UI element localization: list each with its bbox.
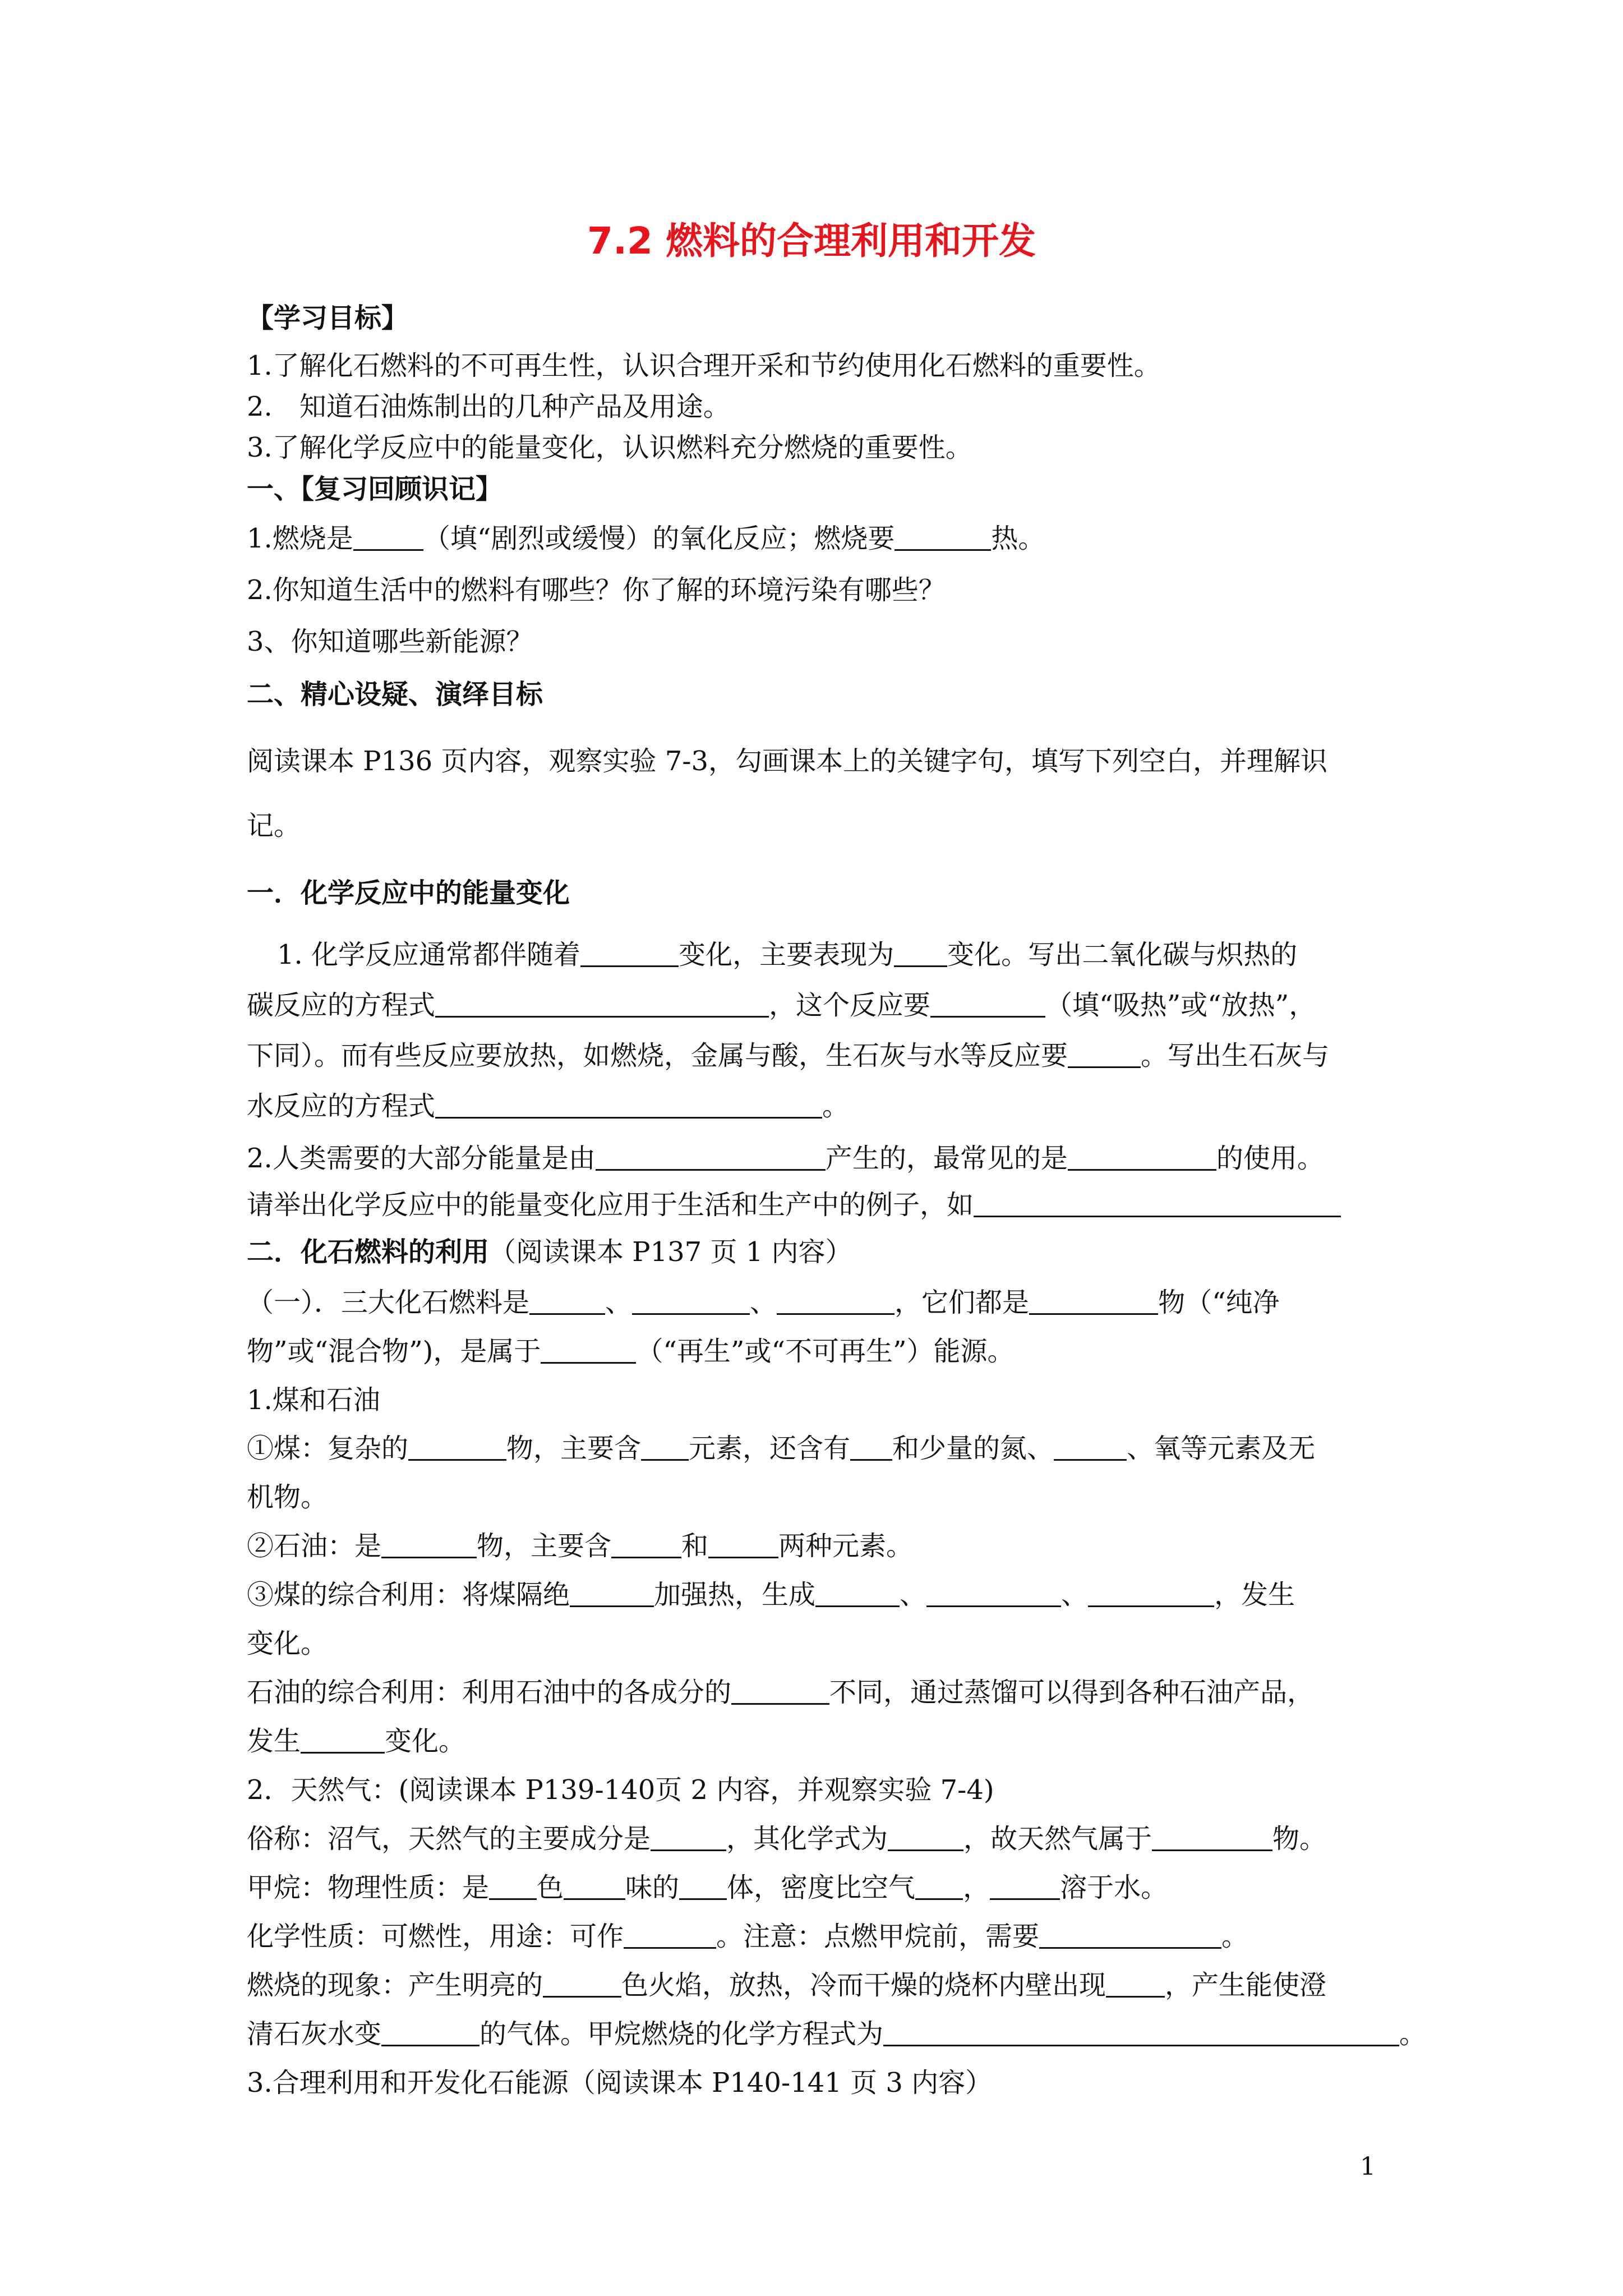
text-segment: 。 <box>1221 1921 1249 1952</box>
question-line <box>247 1038 1329 1074</box>
text-segment: 、 <box>900 1579 927 1611</box>
reading-instruction: 阅读课本 P136 页内容，观察实验 7-3，勾画课本上的关键字句，填写下列空白，并理解识 <box>247 746 1327 777</box>
subsection-heading: 1.煤和石油 <box>247 1384 380 1416</box>
question-line <box>247 1187 1341 1223</box>
subsection-heading: 3.合理利用和开发化石能源（阅读课本 P140-141 页 3 内容） <box>247 2067 993 2099</box>
part2-heading: 二．化石燃料的利用 <box>247 1236 490 1268</box>
text-segment: 清石灰水变 <box>247 2018 382 2050</box>
question-line <box>247 1918 1248 1954</box>
fill-blank[interactable] <box>1068 1141 1216 1171</box>
text-segment: 燃烧的现象：产生明亮的 <box>247 1970 543 2001</box>
text-segment: 1.燃烧是 <box>247 523 353 554</box>
fill-blank[interactable] <box>529 1285 605 1315</box>
question-line <box>247 1577 1295 1613</box>
review-question-1 <box>247 521 1045 556</box>
fill-blank[interactable] <box>381 1529 477 1558</box>
text-segment: （填“吸热”或“放热”， <box>1045 990 1316 1021</box>
fill-blank[interactable] <box>679 1870 727 1900</box>
text-segment: 变化。 <box>385 1726 466 1757</box>
fill-blank[interactable] <box>541 1334 636 1364</box>
fill-blank[interactable] <box>930 988 1045 1018</box>
fill-blank[interactable] <box>381 2017 479 2046</box>
text-segment: 发生 <box>247 1726 301 1757</box>
fill-blank[interactable] <box>894 937 947 967</box>
fill-blank[interactable] <box>489 1870 537 1900</box>
text-segment: 的气体。甲烷燃烧的化学方程式为 <box>479 2018 884 2050</box>
text-segment: （填“剧烈或缓慢）的氧化反应；燃烧要 <box>423 523 895 554</box>
fill-blank[interactable] <box>1088 1577 1214 1607</box>
review-heading: 一、【复习回顾识记】 <box>247 473 503 505</box>
text-segment: 。注意：点燃甲烷前，需要 <box>716 1921 1040 1952</box>
text-segment: ，这个反应要 <box>769 990 931 1021</box>
part1-heading: 一．化学反应中的能量变化 <box>247 877 570 909</box>
fill-blank[interactable] <box>888 1821 963 1851</box>
fill-blank[interactable] <box>435 1089 822 1119</box>
objective-item: 2. 知道石油炼制出的几种产品及用途。 <box>247 391 730 422</box>
fill-blank[interactable] <box>1152 1821 1272 1851</box>
objectives-heading: 【学习目标】 <box>247 302 409 334</box>
review-question-3: 3、你知道哪些新能源？ <box>247 626 533 657</box>
text-segment: 。写出生石灰与 <box>1141 1040 1330 1071</box>
reading-note: （阅读课本 P137 页 1 内容） <box>489 1236 852 1268</box>
text-segment: 。 <box>822 1091 850 1122</box>
fill-blank[interactable] <box>883 2017 1399 2046</box>
text-segment: 。 <box>1399 2018 1427 2050</box>
fill-blank[interactable] <box>408 1431 506 1461</box>
fill-blank[interactable] <box>353 521 423 551</box>
text-segment: ③煤的综合利用：将煤隔绝 <box>247 1579 570 1611</box>
question-line <box>247 1285 1280 1320</box>
fill-blank[interactable] <box>570 1577 654 1607</box>
text-segment: 产生的，最常见的是 <box>825 1143 1068 1174</box>
text-segment: 石油的综合利用：利用石油中的各成分的 <box>247 1677 732 1708</box>
text-segment: 和少量的氮、 <box>892 1433 1054 1464</box>
fill-blank[interactable] <box>632 1285 750 1315</box>
text-segment: 不同，通过蒸馏可以得到各种石油产品， <box>829 1677 1315 1708</box>
text-segment: 、 <box>750 1287 777 1318</box>
text-segment: 2.人类需要的大部分能量是由 <box>247 1143 596 1174</box>
fill-blank[interactable] <box>708 1529 778 1558</box>
text-segment: （一）．三大化石燃料是 <box>247 1287 530 1318</box>
question-line <box>247 987 1316 1023</box>
objective-item: 3.了解化学反应中的能量变化，认识燃料充分燃烧的重要性。 <box>247 432 972 463</box>
text-segment: 物。 <box>1272 1823 1327 1855</box>
subsection-heading: 2．天然气：(阅读课本 P139-140页 2 内容，并观察实验 7-4) <box>247 1774 994 1806</box>
page-number: 1 <box>1360 2152 1376 2181</box>
fill-blank[interactable] <box>895 521 991 551</box>
text-segment: 物，主要含 <box>506 1433 642 1464</box>
text-segment: 请举出化学反应中的能量变化应用于生活和生产中的例子，如 <box>247 1189 974 1221</box>
question-line <box>247 1723 465 1759</box>
text-segment: 元素，还含有 <box>689 1433 851 1464</box>
fill-blank[interactable] <box>564 1870 625 1900</box>
text-segment: ，它们都是 <box>895 1287 1030 1318</box>
fill-blank[interactable] <box>1039 1919 1221 1949</box>
question-line <box>247 1088 849 1124</box>
text-segment: 、 <box>1061 1579 1089 1611</box>
text-segment: 物，主要含 <box>477 1530 612 1562</box>
text-segment: 物”或“混合物”)，是属于 <box>247 1336 541 1367</box>
fill-blank[interactable] <box>915 1870 963 1900</box>
question-line <box>247 2016 1426 2052</box>
text-segment: 碳反应的方程式 <box>247 990 436 1021</box>
text-segment: ，故天然气属于 <box>963 1823 1152 1855</box>
text-segment: （“再生”或“不可再生”）能源。 <box>636 1336 1015 1367</box>
question-line <box>247 1674 1314 1710</box>
text-segment: ，发生 <box>1214 1579 1295 1611</box>
fill-blank[interactable] <box>926 1577 1061 1607</box>
reading-instruction: 记。 <box>247 810 301 841</box>
text-segment: 、氧等元素及无 <box>1127 1433 1316 1464</box>
text-segment: ，产生能使澄 <box>1165 1970 1327 2001</box>
question-line <box>247 1821 1326 1857</box>
fill-blank[interactable] <box>543 1968 621 1998</box>
part2-heading-line <box>247 1234 852 1270</box>
fill-blank[interactable] <box>435 988 769 1018</box>
text-segment: 的使用。 <box>1216 1143 1324 1174</box>
question-line: 变化。 <box>247 1628 328 1659</box>
text-segment: 两种元素。 <box>778 1530 914 1562</box>
text-segment: 1. 化学反应通常都伴随着 <box>277 939 581 970</box>
fill-blank[interactable] <box>1029 1285 1158 1315</box>
text-segment: 俗称：沼气，天然气的主要成分是 <box>247 1823 651 1855</box>
fill-blank[interactable] <box>1054 1431 1127 1461</box>
text-segment: 体，密度比空气 <box>727 1872 916 1903</box>
fill-blank[interactable] <box>1068 1038 1141 1068</box>
text-segment: 味的 <box>625 1872 680 1903</box>
text-segment: 、 <box>605 1287 633 1318</box>
fill-blank[interactable] <box>850 1431 892 1461</box>
fill-blank[interactable] <box>990 1870 1060 1900</box>
fill-blank[interactable] <box>580 937 679 967</box>
section-heading: 二、精心设疑、演绎目标 <box>247 679 543 710</box>
objective-item: 1.了解化石燃料的不可再生性，认识合理开采和节约使用化石燃料的重要性。 <box>247 350 1161 381</box>
text-segment: ①煤：复杂的 <box>247 1433 409 1464</box>
fill-blank[interactable] <box>815 1577 900 1607</box>
question-line <box>247 1870 1168 1906</box>
text-segment: ， <box>963 1872 990 1903</box>
question-line: 机物。 <box>247 1481 328 1513</box>
page-title: 7.2 燃料的合理利用和开发 <box>587 219 1036 263</box>
text-segment: 和 <box>681 1530 709 1562</box>
fill-blank[interactable] <box>777 1285 895 1315</box>
fill-blank[interactable] <box>651 1821 726 1851</box>
text-segment: 色火焰，放热，冷而干燥的烧杯内壁出现 <box>621 1970 1106 2001</box>
text-segment: ，其化学式为 <box>726 1823 888 1855</box>
text-segment: ②石油：是 <box>247 1530 382 1562</box>
text-segment: 水反应的方程式 <box>247 1091 436 1122</box>
text-segment: 变化，主要表现为 <box>679 939 895 970</box>
text-segment: 物（“纯净 <box>1158 1287 1280 1318</box>
text-segment: 化学性质：可燃性，用途：可作 <box>247 1921 624 1952</box>
text-segment: 溶于水。 <box>1060 1872 1168 1903</box>
text-segment: 变化。写出二氧化碳与炽热的 <box>947 939 1298 970</box>
fill-blank[interactable] <box>731 1675 829 1705</box>
text-segment: 加强热，生成 <box>654 1579 816 1611</box>
fill-blank[interactable] <box>974 1188 1341 1217</box>
text-segment: 色 <box>537 1872 564 1903</box>
fill-blank[interactable] <box>611 1529 681 1558</box>
question-line <box>247 1430 1315 1466</box>
question-line <box>247 1528 913 1564</box>
fill-blank[interactable] <box>301 1724 385 1754</box>
fill-blank[interactable] <box>624 1919 716 1949</box>
fill-blank[interactable] <box>1106 1968 1165 1998</box>
text-segment: 下同）。而有些反应要放热，如燃烧，金属与酸，生石灰与水等反应要 <box>247 1040 1068 1071</box>
question-line <box>247 1967 1326 2003</box>
text-segment: 热。 <box>991 523 1045 554</box>
fill-blank[interactable] <box>641 1431 689 1461</box>
question-line <box>277 937 1297 973</box>
question-line <box>247 1333 1015 1369</box>
text-segment: 甲烷：物理性质：是 <box>247 1872 490 1903</box>
review-question-2: 2.你知道生活中的燃料有哪些？你了解的环境污染有哪些？ <box>247 574 946 606</box>
question-line <box>247 1140 1324 1176</box>
fill-blank[interactable] <box>596 1141 826 1171</box>
